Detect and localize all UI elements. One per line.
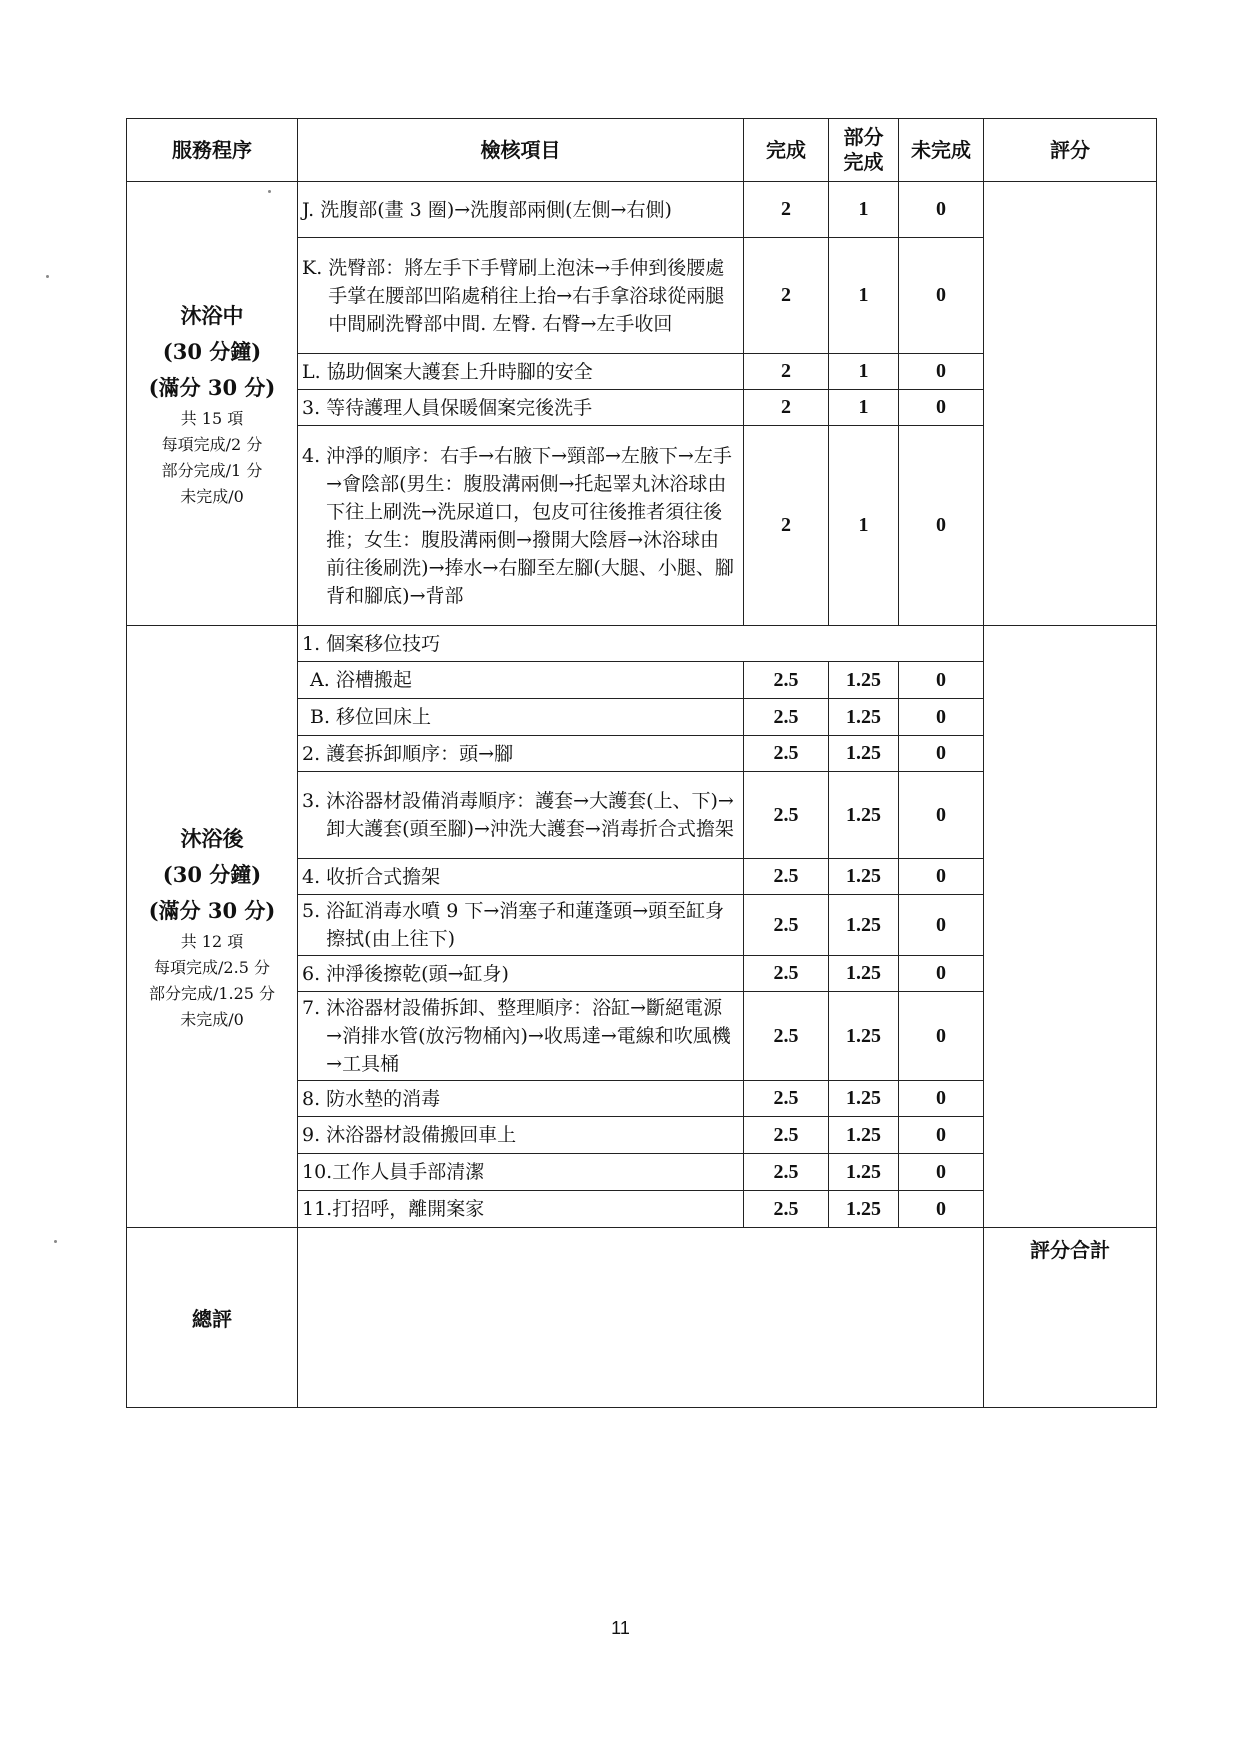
check-item [298, 956, 744, 992]
partial-score: 1 [829, 238, 899, 354]
complete-score: 2.5 [744, 859, 829, 895]
section-time: (30 分鐘) [162, 861, 262, 887]
item-number: K. [302, 256, 329, 279]
partial-score: 1.25 [829, 1117, 899, 1154]
check-item [298, 992, 744, 1081]
check-item [298, 1191, 744, 1228]
partial-score: 1 [829, 426, 899, 626]
incomplete-score: 0 [899, 1191, 984, 1228]
item-number: 11. [302, 1198, 333, 1220]
incomplete-score: 0 [899, 956, 984, 992]
partial-score: 1.25 [829, 662, 899, 699]
incomplete-score: 0 [899, 354, 984, 390]
header-incomplete: 未完成 [899, 119, 984, 182]
incomplete-score: 0 [899, 736, 984, 772]
check-item-group [298, 626, 984, 662]
item-number: 6. [302, 962, 327, 985]
scan-speck [46, 275, 49, 278]
scan-speck [268, 190, 271, 193]
item-text: 防水墊的消毒 [326, 1087, 441, 1110]
page-number: 11 [611, 1618, 630, 1638]
item-number: B. [310, 706, 337, 728]
complete-score: 2 [744, 426, 829, 626]
header-score: 評分 [984, 119, 1157, 182]
check-item [298, 736, 744, 772]
table-row [127, 626, 1157, 662]
item-text: 洗臀部：將左手下手臂刷上泡沫→手伸到後腰處手掌在腰部凹陷處稍往上抬→右手拿浴球從兩腿中間刷洗臀部中間. 左臀. 右臀→左手收回 [328, 256, 725, 335]
partial-score: 1.25 [829, 736, 899, 772]
check-item [298, 238, 744, 354]
section-rule: 未完成/0 [180, 486, 244, 506]
partial-score: 1.25 [829, 1191, 899, 1228]
header-complete: 完成 [744, 119, 829, 182]
partial-score: 1.25 [829, 859, 899, 895]
item-text: 個案移位技巧 [326, 632, 441, 655]
section-rule: 部分完成/1 分 [161, 460, 263, 480]
check-item [298, 859, 744, 895]
incomplete-score: 0 [899, 238, 984, 354]
item-text: 等待護理人員保暖個案完後洗手 [326, 396, 593, 419]
partial-score: 1.25 [829, 992, 899, 1081]
partial-score: 1.25 [829, 1081, 899, 1117]
complete-score: 2.5 [744, 895, 829, 956]
item-number: 4. [302, 865, 327, 888]
complete-score: 2.5 [744, 662, 829, 699]
partial-score: 1 [829, 182, 899, 238]
summary-comment-field[interactable] [298, 1228, 984, 1408]
section-rule: 每項完成/2 分 [161, 434, 263, 454]
item-number: 2. [302, 742, 327, 765]
check-item [298, 1117, 744, 1154]
incomplete-score: 0 [899, 895, 984, 956]
complete-score: 2.5 [744, 736, 829, 772]
section-during-cell [127, 182, 298, 626]
score-cell-after[interactable] [984, 626, 1157, 1228]
header-row [127, 119, 1157, 182]
item-number: 9. [302, 1124, 327, 1146]
incomplete-score: 0 [899, 426, 984, 626]
item-number: 3. [302, 396, 327, 419]
complete-score: 2.5 [744, 1081, 829, 1117]
section-time: (30 分鐘) [162, 338, 262, 364]
item-text: 沐浴器材設備搬回車上 [326, 1124, 517, 1146]
item-number: 1. [302, 632, 327, 655]
item-number: A. [310, 669, 336, 691]
item-text: 工作人員手部清潔 [332, 1161, 485, 1183]
incomplete-score: 0 [899, 992, 984, 1081]
complete-score: 2 [744, 238, 829, 354]
check-item [298, 182, 744, 238]
section-title: 沐浴中 [180, 302, 244, 328]
total-score-label: 評分合計 [984, 1228, 1157, 1408]
item-text: 沐浴器材設備拆卸、整理順序：浴缸→斷絕電源→消排水管(放污物桶內)→收馬達→電線和吹風機→工具桶 [326, 997, 731, 1075]
incomplete-score: 0 [899, 390, 984, 426]
item-text: 洗腹部(畫 3 圈)→洗腹部兩側(左側→右側) [320, 198, 672, 221]
item-text: 浴槽搬起 [335, 669, 412, 691]
partial-score: 1.25 [829, 699, 899, 736]
partial-score: 1.25 [829, 1154, 899, 1191]
incomplete-score: 0 [899, 859, 984, 895]
item-text: 浴缸消毒水噴 9 下→消塞子和蓮蓬頭→頭至缸身擦拭(由上往下) [326, 900, 725, 950]
complete-score: 2.5 [744, 956, 829, 992]
item-number: 3. [302, 790, 327, 812]
incomplete-score: 0 [899, 1081, 984, 1117]
complete-score: 2.5 [744, 699, 829, 736]
incomplete-score: 0 [899, 772, 984, 859]
incomplete-score: 0 [899, 662, 984, 699]
section-after-cell [127, 626, 298, 1228]
complete-score: 2.5 [744, 772, 829, 859]
item-number: L. [302, 360, 327, 383]
checklist-table [126, 118, 1157, 1408]
item-text: 收折合式擔架 [326, 865, 441, 888]
section-count: 共 12 項 [180, 931, 244, 951]
check-item [298, 699, 744, 736]
check-item [298, 354, 744, 390]
incomplete-score: 0 [899, 699, 984, 736]
item-text: 沖淨後擦乾(頭→缸身) [326, 962, 509, 985]
complete-score: 2 [744, 354, 829, 390]
table-row [127, 182, 1157, 238]
partial-score: 1.25 [829, 772, 899, 859]
item-number: 5. [302, 900, 327, 922]
check-item [298, 1081, 744, 1117]
incomplete-score: 0 [899, 1154, 984, 1191]
check-item [298, 1154, 744, 1191]
summary-label: 總評 [127, 1228, 298, 1408]
complete-score: 2.5 [744, 1191, 829, 1228]
check-item [298, 426, 744, 626]
section-count: 共 15 項 [180, 408, 244, 428]
complete-score: 2 [744, 182, 829, 238]
item-text: 協助個案大護套上升時腳的安全 [326, 360, 593, 383]
header-service: 服務程序 [127, 119, 298, 182]
score-cell-during[interactable] [984, 182, 1157, 626]
item-text: 護套拆卸順序：頭→腳 [326, 742, 514, 765]
check-item [298, 662, 744, 699]
incomplete-score: 0 [899, 182, 984, 238]
partial-score: 1.25 [829, 895, 899, 956]
item-number: 7. [302, 997, 327, 1019]
section-rule: 每項完成/2.5 分 [154, 957, 270, 977]
item-text: 沐浴器材設備消毒順序：護套→大護套(上、下)→卸大護套(頭至腳)→沖洗大護套→消毒折合式擔架 [326, 790, 734, 840]
item-number: 10. [302, 1161, 333, 1183]
check-item [298, 895, 744, 956]
item-text: 移位回床上 [336, 706, 432, 728]
incomplete-score: 0 [899, 1117, 984, 1154]
check-item [298, 772, 744, 859]
section-rule: 部分完成/1.25 分 [148, 983, 276, 1003]
partial-score: 1.25 [829, 956, 899, 992]
section-full-score: (滿分 30 分) [148, 374, 276, 400]
item-number: J. [302, 198, 321, 221]
complete-score: 2.5 [744, 1154, 829, 1191]
header-check-item: 檢核項目 [298, 119, 744, 182]
complete-score: 2.5 [744, 1117, 829, 1154]
complete-score: 2.5 [744, 992, 829, 1081]
item-text: 打招呼，離開案家 [332, 1198, 485, 1220]
section-title: 沐浴後 [180, 825, 244, 851]
partial-score: 1 [829, 354, 899, 390]
scan-speck [54, 1240, 57, 1243]
section-full-score: (滿分 30 分) [148, 897, 276, 923]
item-text: 沖淨的順序：右手→右腋下→頸部→左腋下→左手→會陰部(男生：腹股溝兩側→托起睪丸沐浴球由下往上刷洗→洗尿道口，包皮可往後推者須往後推；女生：腹股溝兩側→撥開大陰唇→沐浴球由前往後刷洗)→捧水→右腳至左腳(大腿、小腿、腳背和腳底)→背部 [326, 444, 734, 607]
section-rule: 未完成/0 [180, 1009, 244, 1029]
item-number: 4. [302, 444, 327, 467]
header-partial: 部分 完成 [829, 119, 899, 182]
item-number: 8. [302, 1087, 327, 1110]
summary-row [127, 1228, 1157, 1408]
partial-score: 1 [829, 390, 899, 426]
check-item [298, 390, 744, 426]
complete-score: 2 [744, 390, 829, 426]
